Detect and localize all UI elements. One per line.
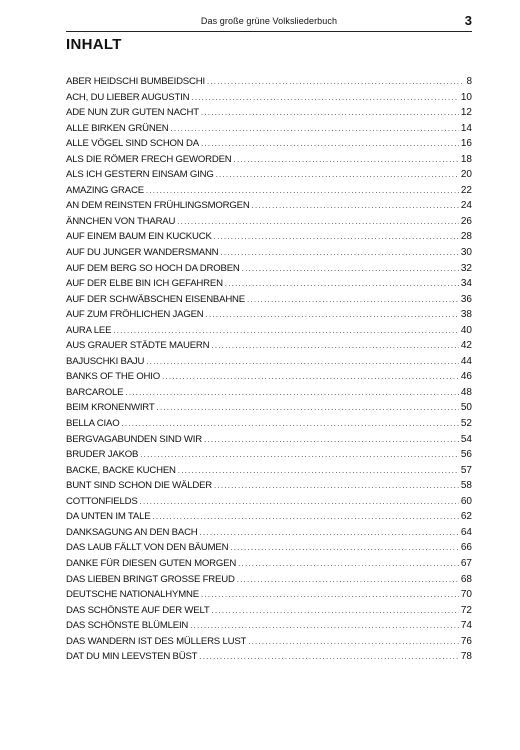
dot-leader	[230, 540, 459, 556]
toc-entry-page: 54	[460, 433, 472, 445]
toc-entry-page: 50	[460, 402, 472, 414]
toc-entry[interactable]	[66, 649, 472, 665]
dot-leader	[201, 105, 459, 121]
toc-entry-title: ALS DIE RÖMER FRECH GEWORDEN	[66, 153, 232, 165]
dot-leader	[162, 369, 459, 385]
toc-entry[interactable]	[66, 152, 472, 168]
toc-entry-page: 42	[460, 340, 472, 352]
toc-entry-title: ALLE VÖGEL SIND SCHON DA	[66, 138, 199, 150]
toc-entry-title: DAT DU MIN LEEVSTEN BÜST	[66, 651, 198, 663]
dot-leader	[247, 292, 459, 308]
toc-entry[interactable]	[66, 572, 472, 588]
toc-entry[interactable]	[66, 292, 472, 308]
toc-entry[interactable]	[66, 369, 472, 385]
toc-entry-title: ADE NUN ZUR GUTEN NACHT	[66, 107, 199, 119]
toc-entry-title: BUNT SIND SCHON DIE WÄLDER	[66, 480, 213, 492]
toc-entry[interactable]	[66, 603, 472, 619]
toc-entry-title: BERGVAGABUNDEN SIND WIR	[66, 433, 202, 445]
toc-entry-title: AUF DER ELBE BIN ICH GEFAHREN	[66, 278, 223, 290]
toc-entry-title: DEUTSCHE NATIONALHYMNE	[66, 589, 199, 601]
toc-entry-title: DANKE FÜR DIESEN GUTEN MORGEN	[66, 557, 237, 569]
dot-leader	[146, 183, 459, 199]
dot-leader	[211, 338, 458, 354]
toc-entry-title: DAS WANDERN IST DES MÜLLERS LUST	[66, 635, 247, 647]
toc-entry-page: 64	[460, 526, 472, 538]
toc-entry-title: AUF DU JUNGER WANDERSMANN	[66, 247, 219, 259]
toc-entry-page: 56	[460, 449, 472, 461]
toc-entry-page: 34	[460, 278, 472, 290]
toc-entry-page: 18	[460, 153, 472, 165]
toc-entry-page: 60	[460, 495, 472, 507]
dot-leader	[238, 556, 459, 572]
dot-leader	[252, 198, 459, 214]
toc-entry[interactable]	[66, 261, 472, 277]
toc-entry-title: DAS LAUB FÄLLT VON DEN BÄUMEN	[66, 542, 229, 554]
toc-entry-title: BARCAROLE	[66, 386, 124, 398]
dot-leader	[201, 136, 459, 152]
toc-entry[interactable]	[66, 385, 472, 401]
toc-entry[interactable]	[66, 121, 472, 137]
toc-entry-page: 24	[460, 200, 472, 212]
toc-entry[interactable]	[66, 416, 472, 432]
toc-entry[interactable]	[66, 447, 472, 463]
toc-entry-title: DAS LIEBEN BRINGT GROSSE FREUD	[66, 573, 235, 585]
toc-entry-page: 52	[460, 418, 472, 430]
toc-entry[interactable]	[66, 525, 472, 541]
toc-entry-page: 14	[460, 122, 472, 134]
toc-entry-title: ACH, DU LIEBER AUGUSTIN	[66, 91, 190, 103]
toc-entry-title: BRUDER JAKOB	[66, 449, 139, 461]
toc-entry[interactable]	[66, 214, 472, 230]
dot-leader	[214, 229, 459, 245]
toc-entry[interactable]	[66, 432, 472, 448]
toc-entry-title: ABER HEIDSCHI BUMBEIDSCHI	[66, 76, 205, 87]
page-number: 3	[464, 13, 472, 28]
toc-entry[interactable]	[66, 509, 472, 525]
toc-entry-title: DA UNTEN IM TALE	[66, 511, 151, 523]
dot-leader	[146, 354, 459, 370]
toc-entry-title: ÄNNCHEN VON THARAU	[66, 215, 176, 227]
toc-entry[interactable]	[66, 634, 472, 650]
toc-entry-page: 66	[460, 542, 472, 554]
toc-entry-page: 57	[460, 464, 472, 476]
dot-leader	[152, 509, 458, 525]
toc-entry-title: AMAZING GRACE	[66, 184, 144, 196]
dot-leader	[199, 649, 459, 665]
toc-entry[interactable]	[66, 494, 472, 510]
toc-entry-title: ALLE BIRKEN GRÜNEN	[66, 122, 169, 134]
toc-entry[interactable]	[66, 229, 472, 245]
toc-entry-title: AUF DER SCHWÄBSCHEN EISENBAHNE	[66, 293, 245, 305]
toc-entry-page: 28	[460, 231, 472, 243]
toc-entry[interactable]	[66, 463, 472, 479]
dot-leader	[234, 152, 459, 168]
dot-leader	[237, 572, 459, 588]
toc-entry-page: 44	[460, 355, 472, 367]
toc-entry-page: 72	[460, 604, 472, 616]
dot-leader	[204, 432, 459, 448]
toc-entry-page: 78	[460, 651, 472, 663]
dot-leader	[201, 587, 459, 603]
book-title: Das große grüne Volksliederbuch	[200, 16, 338, 26]
toc-entry-page: 76	[460, 635, 472, 647]
dot-leader	[220, 245, 458, 261]
dot-leader	[207, 74, 465, 90]
toc-entry[interactable]	[66, 540, 472, 556]
toc-entry[interactable]	[66, 323, 472, 339]
dot-leader	[214, 478, 459, 494]
toc-entry-page: 40	[460, 324, 472, 336]
dot-leader	[178, 463, 459, 479]
running-header	[66, 13, 472, 32]
toc-entry-page: 26	[460, 215, 472, 227]
dot-leader	[171, 121, 459, 137]
toc-entry-page: 68	[460, 573, 472, 585]
dot-leader	[121, 416, 458, 432]
toc-entry-title: DANKSAGUNG AN DEN BACH	[66, 526, 198, 538]
toc-entry[interactable]	[66, 478, 472, 494]
toc-entry-page: 10	[460, 91, 472, 103]
toc-entry-title: AUS GRAUER STÄDTE MAUERN	[66, 340, 210, 352]
dot-leader	[191, 90, 459, 106]
toc-entry-title: DAS SCHÖNSTE AUF DER WELT	[66, 604, 210, 616]
toc-entry-page: 46	[460, 371, 472, 383]
toc-entry[interactable]	[66, 338, 472, 354]
toc-entry-page: 62	[460, 511, 472, 523]
toc-entry-title: BANKS OF THE OHIO	[66, 371, 160, 383]
toc-entry[interactable]	[66, 183, 472, 199]
toc-entry-page: 22	[460, 184, 472, 196]
dot-leader	[157, 400, 459, 416]
toc-entry[interactable]	[66, 90, 472, 106]
toc-entry[interactable]	[66, 105, 472, 121]
dot-leader	[212, 603, 459, 619]
toc-entry-page: 70	[460, 589, 472, 601]
dot-leader	[242, 261, 459, 277]
toc-entry-title: BACKE, BACKE KUCHEN	[66, 464, 176, 476]
toc-entry-page: 12	[460, 107, 472, 119]
dot-leader	[206, 307, 459, 323]
contents-heading: INHALT	[66, 36, 122, 53]
toc-entry-title: DAS SCHÖNSTE BLÜMLEIN	[66, 620, 189, 632]
toc-entry-title: BAJUSCHKI BAJU	[66, 355, 145, 367]
toc-entry-page: 36	[460, 293, 472, 305]
toc-entry-page: 20	[460, 169, 472, 181]
toc-entry[interactable]	[66, 245, 472, 261]
toc-entry-page: 8	[466, 76, 472, 87]
dot-leader	[113, 323, 459, 339]
dot-leader	[200, 525, 459, 541]
dot-leader	[125, 385, 458, 401]
dot-leader	[225, 276, 459, 292]
toc-entry[interactable]	[66, 618, 472, 634]
toc-entry-page: 32	[460, 262, 472, 274]
table-of-contents	[66, 74, 472, 665]
toc-entry[interactable]	[66, 354, 472, 370]
toc-entry-page: 48	[460, 386, 472, 398]
toc-entry-page: 38	[460, 309, 472, 321]
toc-entry[interactable]	[66, 276, 472, 292]
toc-entry-page: 30	[460, 247, 472, 259]
toc-entry-title: AUF DEM BERG SO HOCH DA DROBEN	[66, 262, 240, 274]
toc-entry-title: AN DEM REINSTEN FRÜHLINGSMORGEN	[66, 200, 250, 212]
toc-entry-title: AUF ZUM FRÖHLICHEN JAGEN	[66, 309, 204, 321]
toc-entry[interactable]	[66, 167, 472, 183]
toc-entry[interactable]	[66, 74, 472, 90]
toc-entry[interactable]	[66, 136, 472, 152]
dot-leader	[140, 447, 459, 463]
toc-entry[interactable]	[66, 198, 472, 214]
toc-entry[interactable]	[66, 587, 472, 603]
toc-entry-title: ALS ICH GESTERN EINSAM GING	[66, 169, 214, 181]
dot-leader	[190, 618, 459, 634]
toc-entry-page: 74	[460, 620, 472, 632]
dot-leader	[140, 494, 459, 510]
toc-entry[interactable]	[66, 400, 472, 416]
toc-entry[interactable]	[66, 307, 472, 323]
dot-leader	[216, 167, 459, 183]
toc-entry-page: 67	[460, 557, 472, 569]
toc-entry-title: BELLA CIAO	[66, 418, 120, 430]
toc-entry-page: 58	[460, 480, 472, 492]
toc-entry[interactable]	[66, 556, 472, 572]
toc-entry-title: COTTONFIELDS	[66, 495, 138, 507]
toc-entry-title: AUF EINEM BAUM EIN KUCKUCK	[66, 231, 212, 243]
toc-entry-title: BEIM KRONENWIRT	[66, 402, 155, 414]
dot-leader	[177, 214, 459, 230]
toc-entry-title: AURA LEE	[66, 324, 112, 336]
toc-entry-page: 16	[460, 138, 472, 150]
dot-leader	[248, 634, 459, 650]
